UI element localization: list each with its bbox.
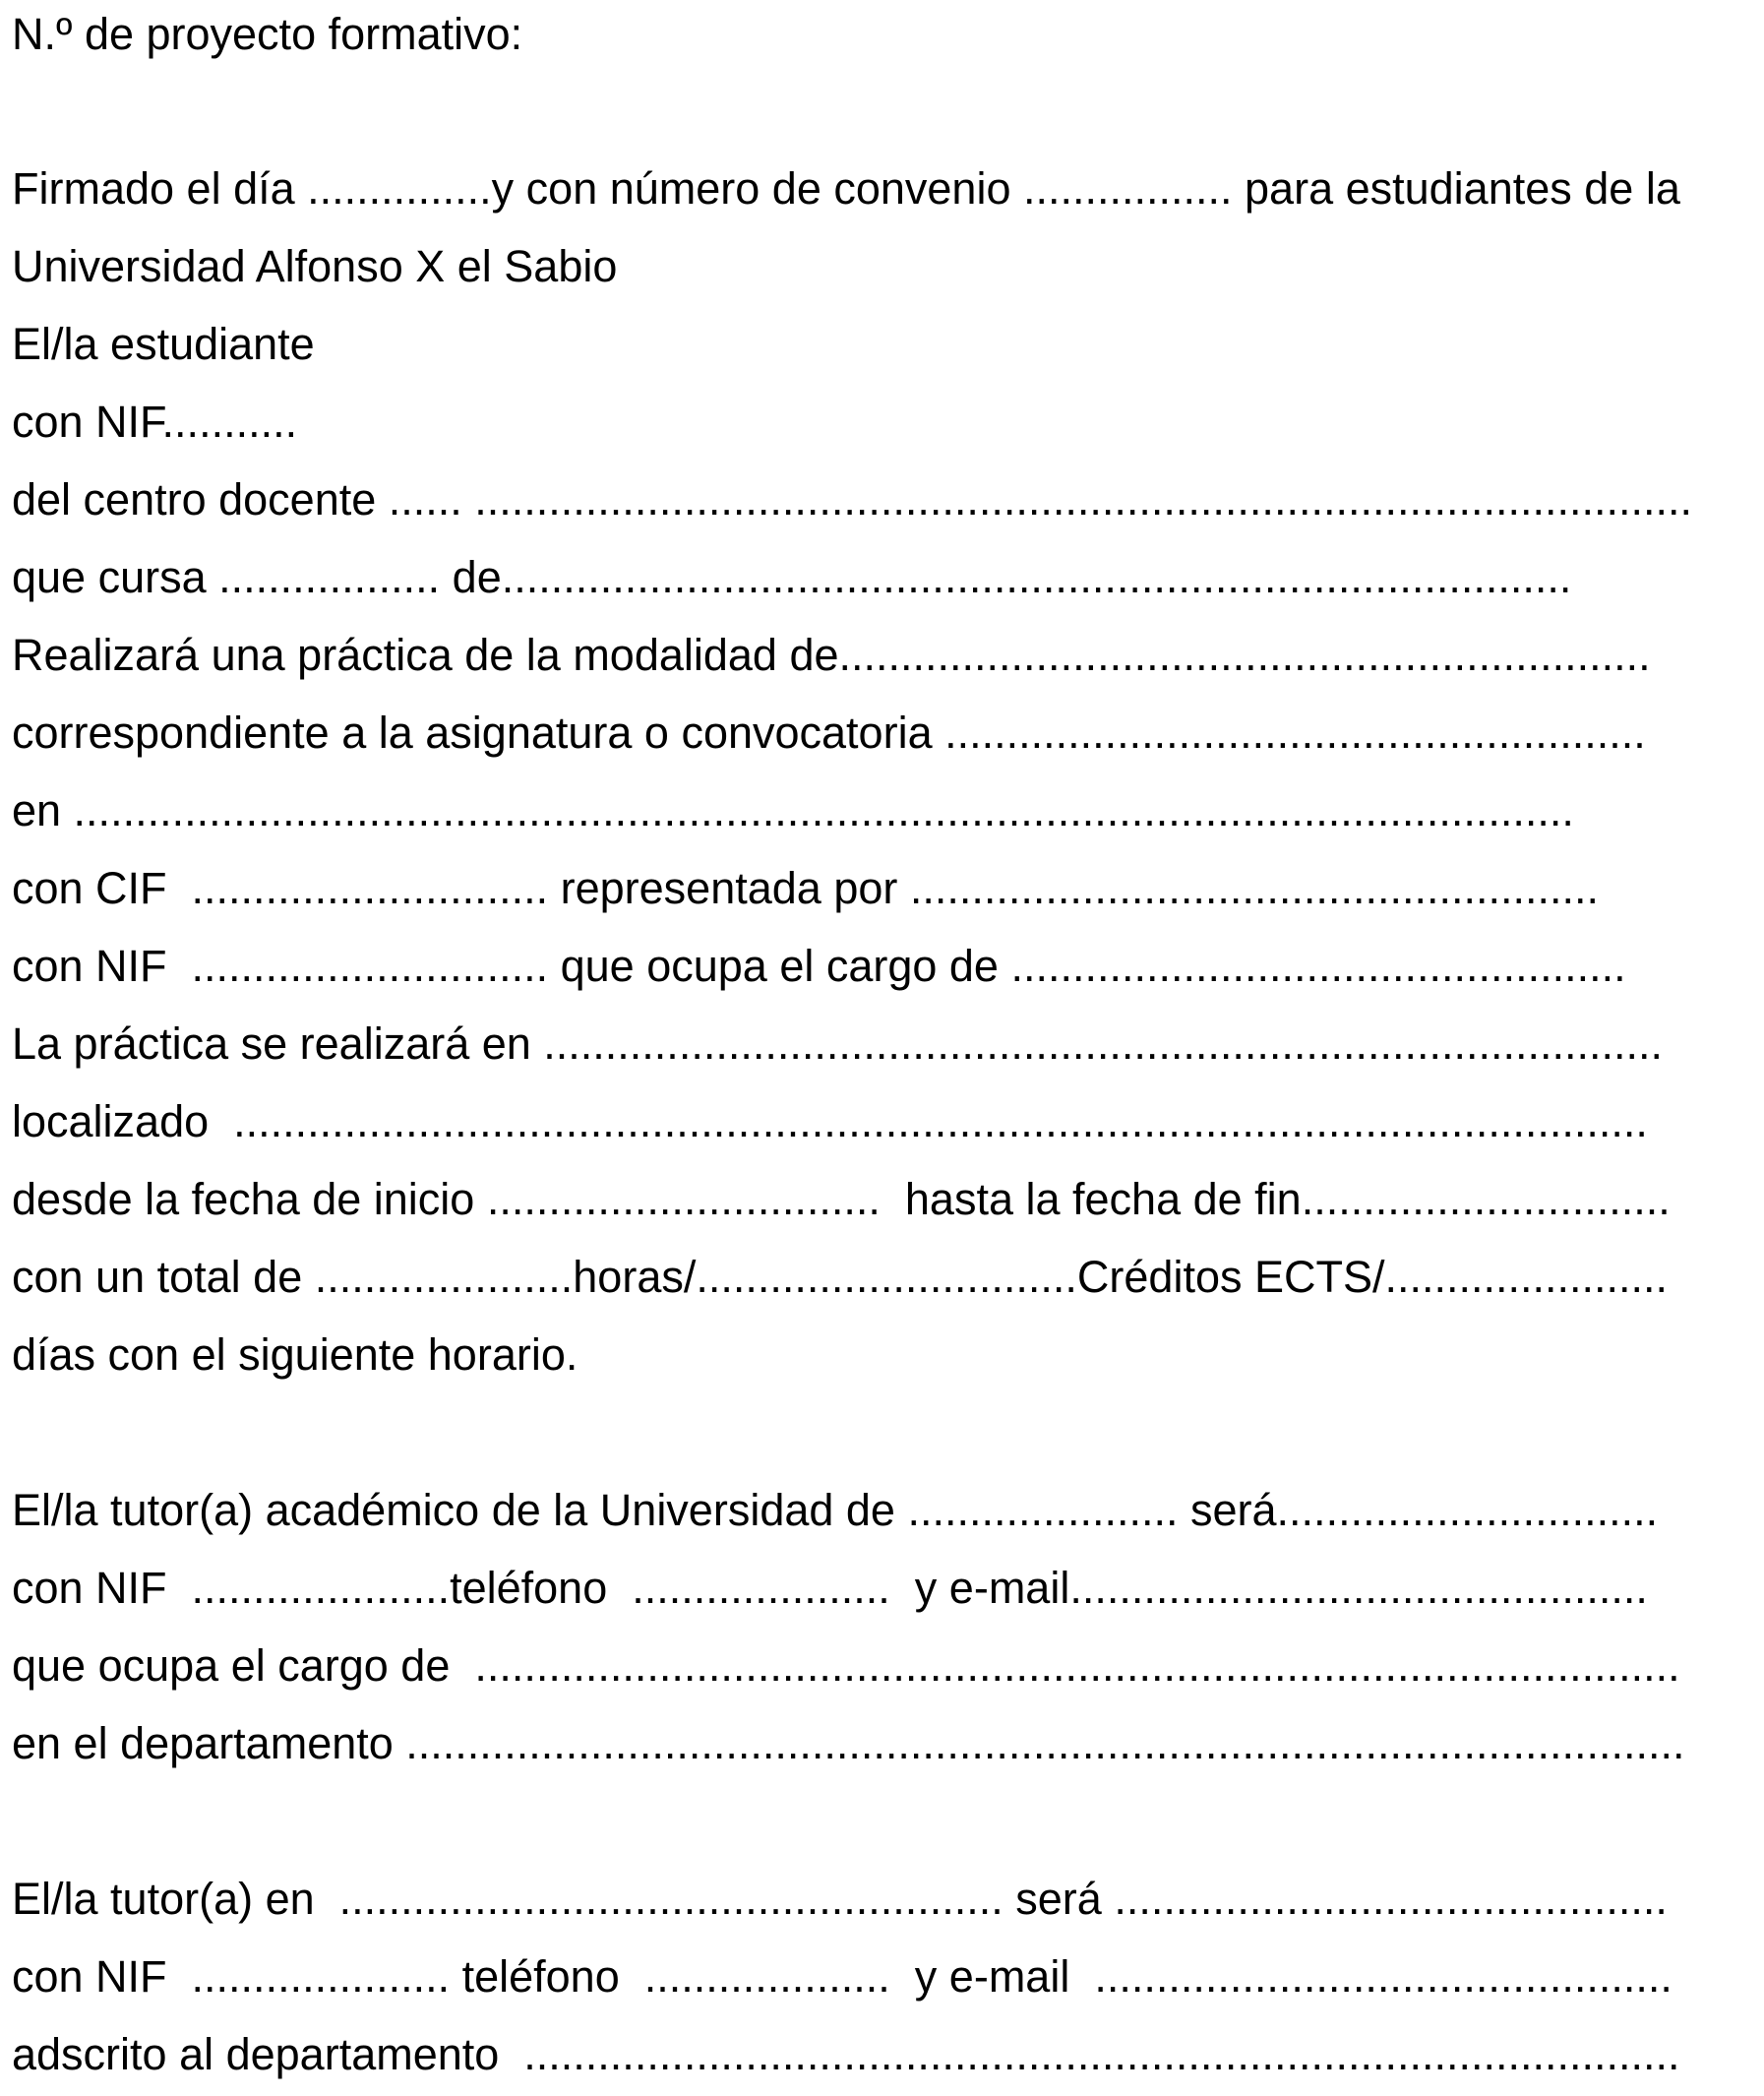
modality-line: Realizará una práctica de la modalidad de.................................................................. xyxy=(12,630,1651,680)
company-line: en .......................................................................................................................... xyxy=(12,785,1574,835)
representative-nif-line: con NIF ............................. que ocupa el cargo de .................................................. xyxy=(12,941,1626,991)
company-tutor-dept-line: adscrito al departamento .............................................................................................. xyxy=(12,2029,1680,2079)
practice-place-line: La práctica se realizará en ........................................................................................... xyxy=(12,1018,1664,1069)
university-line: Universidad Alfonso X el Sabio xyxy=(12,241,618,291)
academic-tutor-nif-line: con NIF .....................teléfono ..................... y e-mail............................................... xyxy=(12,1563,1648,1613)
academic-tutor-line: El/la tutor(a) académico de la Universidad de ...................... será............................... xyxy=(12,1485,1659,1535)
company-cif-line: con CIF ............................. representada por ........................................................ xyxy=(12,863,1599,913)
school-line: del centro docente ...... ................................................................................................... xyxy=(12,474,1693,524)
location-line: localizado ................................................................................................................... xyxy=(12,1096,1648,1146)
subject-line: correspondiente a la asignatura o convocatoria ......................................................... xyxy=(12,708,1646,758)
hours-credits-line: con un total de .....................horas/...............................Créditos ECTS/....................... xyxy=(12,1252,1669,1302)
signed-date-line: Firmado el día ...............y con número de convenio ................. para estudiantes de la xyxy=(12,163,1680,214)
academic-tutor-post-line: que ocupa el cargo de .................................................................................................. xyxy=(12,1640,1680,1691)
company-tutor-nif-line: con NIF ..................... teléfono .................... y e-mail ............................................... xyxy=(12,1951,1673,2002)
student-nif-line: con NIF........... xyxy=(12,397,298,447)
student-line: El/la estudiante xyxy=(12,319,315,369)
schedule-line: días con el siguiente horario. xyxy=(12,1329,578,1380)
course-line: que cursa .................. de....................................................................................... xyxy=(12,552,1572,602)
project-number-line: N.º de proyecto formativo: xyxy=(12,9,523,59)
dates-line: desde la fecha de inicio ................................ hasta la fecha de fin.............................. xyxy=(12,1174,1671,1224)
company-tutor-line: El/la tutor(a) en ...................................................... será ............................................. xyxy=(12,1874,1668,1924)
academic-tutor-dept-line: en el departamento ........................................................................................................ xyxy=(12,1718,1685,1768)
